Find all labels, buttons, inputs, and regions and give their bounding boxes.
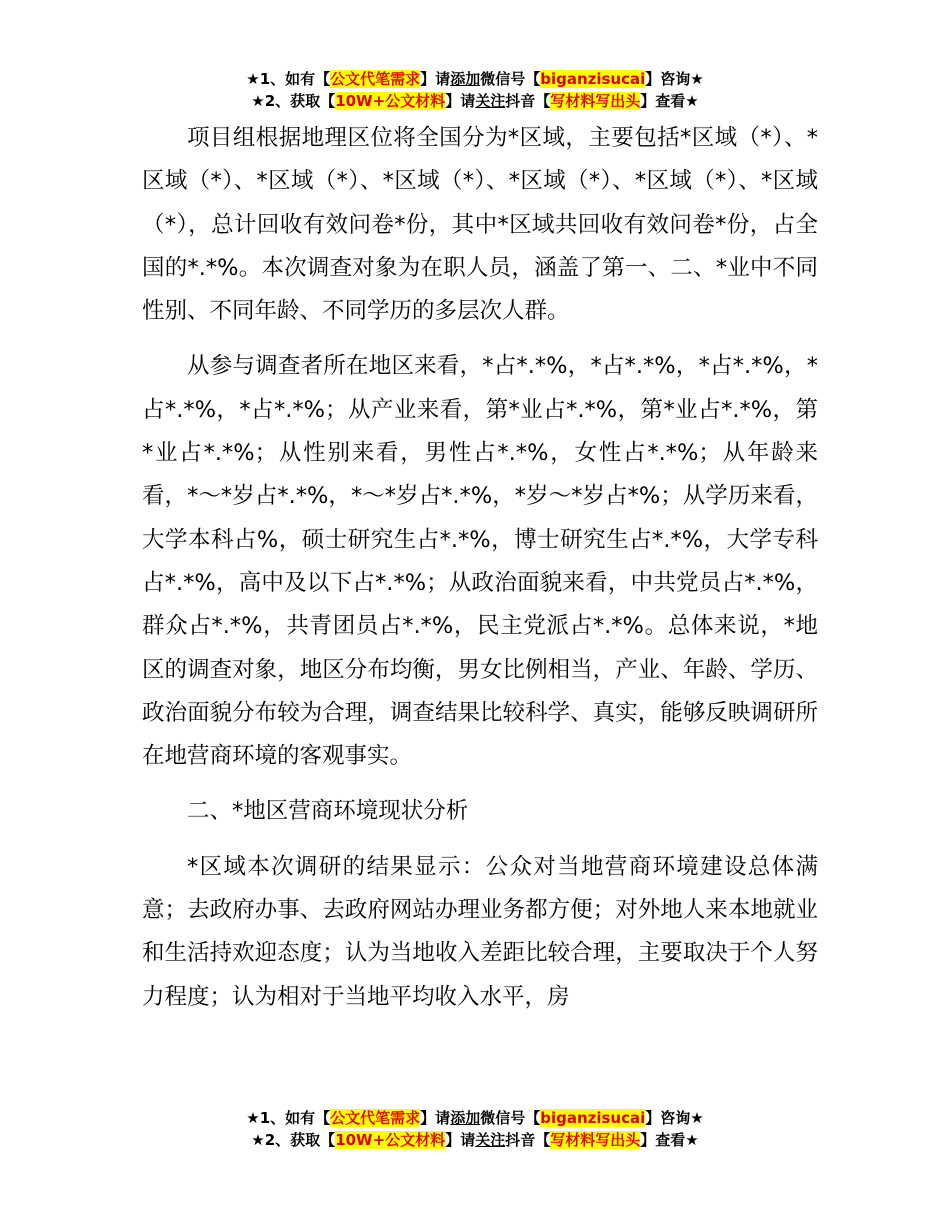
highlight-service: 公文代笔需求 xyxy=(330,1109,421,1127)
section-heading: 二、*地区营商环境现状分析 xyxy=(187,798,469,825)
banner-text: 】请 xyxy=(420,70,451,88)
footer-banner xyxy=(0,1107,950,1151)
highlight-materials: 10W+公文材料 xyxy=(335,1131,446,1149)
banner-text: 抖音【 xyxy=(505,92,551,110)
paragraph-survey-scope: 项目组根据地理区位将全国分为*区域，主要包括*区域（*）、*区域（*）、*区域（*）、*区域（*）、*区域（*）、*区域（*）、*区域（*），总计回收有效问卷*份，其中*区域共回收有效问卷*份，占全国的*.*%。本次调查对象为在职人员，涵盖了第一、二、*业中不同性别、不同年龄、不同学历的多层次人群。 xyxy=(142,125,818,325)
underlined-action: 添加 xyxy=(450,1109,481,1127)
banner-text: 】查看★ xyxy=(640,1131,699,1149)
banner-text: 】请 xyxy=(445,92,476,110)
highlight-douyin-account: 写材料写出头 xyxy=(550,92,641,110)
banner-line-1 xyxy=(0,1107,950,1129)
underlined-action: 关注 xyxy=(475,1131,506,1149)
highlight-douyin-account: 写材料写出头 xyxy=(550,1131,641,1149)
header-banner xyxy=(0,68,950,112)
highlight-service: 公文代笔需求 xyxy=(330,70,421,88)
banner-text: 】请 xyxy=(445,1131,476,1149)
highlight-materials: 10W+公文材料 xyxy=(335,92,446,110)
banner-line-2 xyxy=(0,1129,950,1151)
paragraph-survey-results: *区域本次调研的结果显示：公众对当地营商环境建设总体满意；去政府办事、去政府网站办理业务都方便；对外地人来本地就业和生活持欢迎态度；认为当地收入差距比较合理，主要取决于个人努力程度；认为相对于当地平均收入水平，房 xyxy=(142,853,818,1010)
banner-text: ★2、获取【 xyxy=(251,1131,336,1149)
banner-text: ★2、获取【 xyxy=(251,92,336,110)
highlight-wechat-id: biganzisucai xyxy=(540,70,646,88)
banner-line-1 xyxy=(0,68,950,90)
banner-line-2 xyxy=(0,90,950,112)
underlined-action: 添加 xyxy=(450,70,481,88)
banner-text: 】咨询★ xyxy=(645,1109,704,1127)
banner-text: 】咨询★ xyxy=(645,70,704,88)
banner-text: 微信号【 xyxy=(480,1109,541,1127)
underlined-action: 关注 xyxy=(475,92,506,110)
banner-text: 】查看★ xyxy=(640,92,699,110)
banner-text: ★1、如有【 xyxy=(246,1109,331,1127)
highlight-wechat-id: biganzisucai xyxy=(540,1109,646,1127)
document-body xyxy=(142,117,818,1031)
banner-text: 】请 xyxy=(420,1109,451,1127)
paragraph-respondent-breakdown: 从参与调查者所在地区来看，*占*.*%，*占*.*%，*占*.*%，*占*.*%，*占*.*%；从产业来看，第*业占*.*%，第*业占*.*%，第*业占*.*%；从性别来看，男性占*.*%，女性占*.*%；从年龄来看，*～*岁占*.*%，*～*岁占*.*%，*岁～*岁占*%；从学历来看，大学本科占%，硕士研究生占*.*%，博士研究生占*.*%，大学专科占*.*%，高中及以下占*.*%；从政治面貌来看，中共党员占*.*%，群众占*.*%，共青团员占*.*%，民主党派占*.*%。总体来说，*地区的调查对象，地区分布均衡，男女比例相当，产业、年龄、学历、政治面貌分布较为合理，调查结果比较科学、真实，能够反映调研所在地营商环境的客观事实。 xyxy=(142,353,818,770)
banner-text: 微信号【 xyxy=(480,70,541,88)
banner-text: 抖音【 xyxy=(505,1131,551,1149)
banner-text: ★1、如有【 xyxy=(246,70,331,88)
